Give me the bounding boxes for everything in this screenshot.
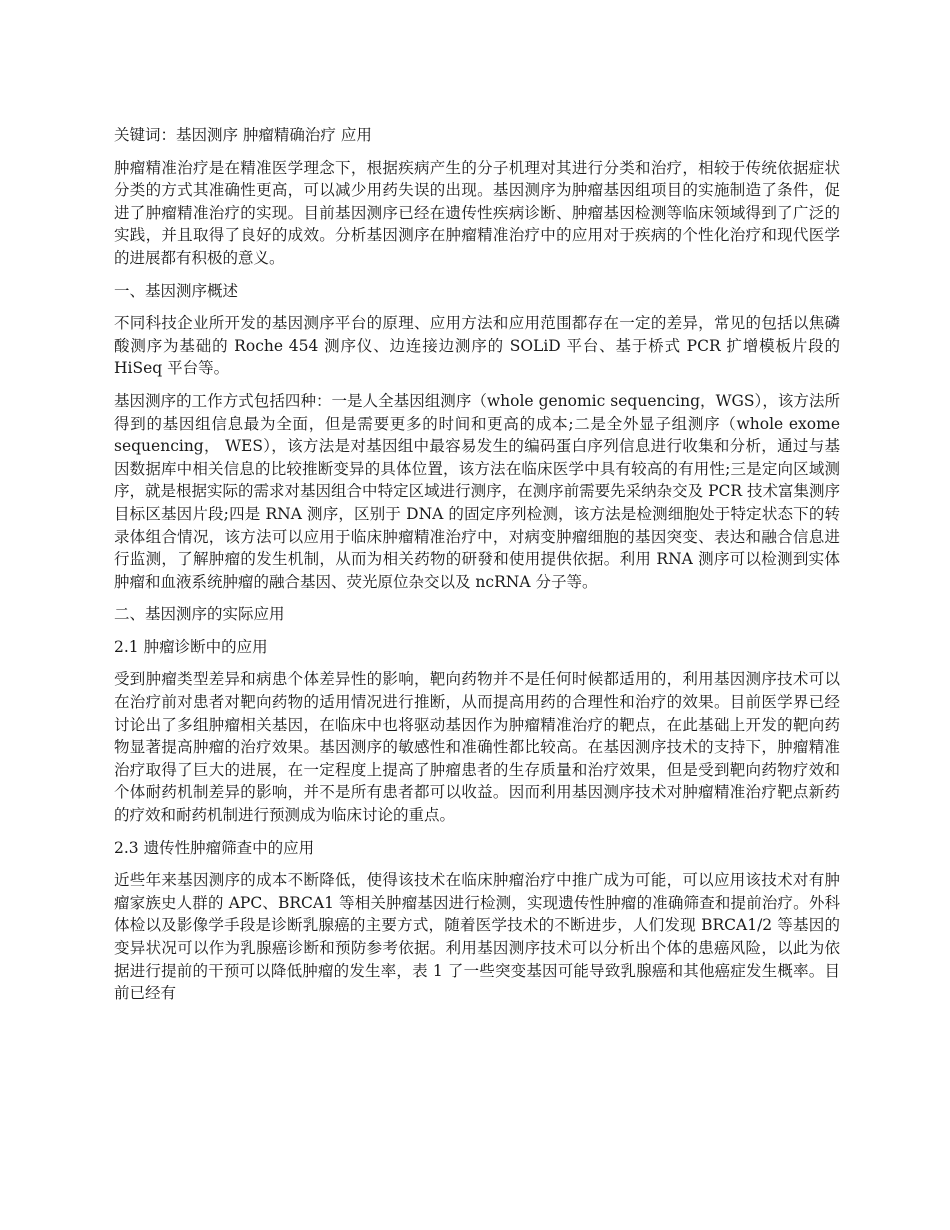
section-1-heading: 一、基因测序概述 bbox=[114, 281, 239, 300]
keywords-line: 关键词：基因测序 肿瘤精确治疗 应用 bbox=[114, 126, 372, 144]
section-2-heading: 二、基因测序的实际应用 bbox=[114, 605, 285, 624]
intro-paragraph: 肿瘤精准治疗是在精准医学理念下，根据疾病产生的分子机理对其进行分类和治疗，相较于传统依据症状分类的方式其准确性更高，可以减少用药失误的出现。基因测序为肿瘤基因组项目的实施制造了条件，促进了肿瘤精准治疗的实现。目前基因测序已经在遗传性疾病诊断、肿瘤基因检测等临床领域得到了广泛的实践，并且取得了良好的成效。分析基因测序在肿瘤精准治疗中的应用对于疾病的个性化治疗和现代医学的进展都有积极的意义。 bbox=[114, 158, 840, 267]
document-page bbox=[114, 124, 840, 1015]
section-1-paragraph-1: 不同科技企业所开发的基因测序平台的原理、应用方法和应用范围都存在一定的差异，常见的包括以焦磷酸测序为基础的 Roche 454 测序仪、边连接边测序的 SOLiD 平台、基于桥式 PCR 扩增模板片段的 HiSeq 平台等。 bbox=[114, 314, 840, 378]
subsection-2-1-heading: 2.1 肿瘤诊断中的应用 bbox=[114, 637, 268, 656]
section-1-paragraph-2: 基因测序的工作方式包括四种：一是人全基因组测序（whole genomic sequencing，WGS），该方法所得到的基因组信息最为全面，但是需要更多的时间和更高的成本;二是全外显子组测序（whole exome sequencing， WES），该方法是对基因组中最容易发生的编码蛋白序列信息进行收集和分析，通过与基因数据库中相关信息的比较推断变异的具体位置，该方法在临床医学中具有较高的有用性;三是定向区域测序，就是根据实际的需求对基因组合中特定区域进行测序，在测序前需要先采纳杂交及 PCR 技术富集测序目标区基因片段;四是 RNA 测序，区别于 DNA 的固定序列检测，该方法是检测细胞处于特定状态下的转录体组合情况，该方法可以应用于临床肿瘤精准治疗中，对病变肿瘤细胞的基因突变、表达和融合信息进行监测，了解肿瘤的发生机制，从而为相关药物的研發和使用提供依据。利用 RNA 测序可以检测到实体肿瘤和血液系统肿瘤的融合基因、荧光原位杂交以及 ncRNA 分子等。 bbox=[114, 391, 840, 591]
subsection-2-1-paragraph: 受到肿瘤类型差异和病患个体差异性的影响，靶向药物并不是任何时候都适用的，利用基因测序技术可以在治疗前对患者对靶向药物的适用情况进行推断，从而提高用药的合理性和治疗的效果。目前医学界已经讨论出了多组肿瘤相关基因，在临床中也将驱动基因作为肿瘤精准治疗的靶点，在此基础上开发的靶向药物显著提高肿瘤的治疗效果。基因测序的敏感性和准确性都比较高。在基因测序技术的支持下，肿瘤精准治疗取得了巨大的进展，在一定程度上提高了肿瘤患者的生存质量和治疗效果，但是受到靶向药物疗效和个体耐药机制差异的影响，并不是所有患者都可以收益。因而利用基因测序技术对肿瘤精准治疗靶点新药的疗效和耐药机制进行预测成为临床讨论的重点。 bbox=[114, 670, 840, 825]
subsection-2-3-heading: 2.3 遗传性肿瘤筛查中的应用 bbox=[114, 838, 315, 857]
subsection-2-3-paragraph: 近些年来基因测序的成本不断降低，使得该技术在临床肿瘤治疗中推广成为可能，可以应用该技术对有肿瘤家族史人群的 APC、BRCA1 等相关肿瘤基因进行检测，实现遗传性肿瘤的准确筛查和提前治疗。外科体检以及影像学手段是诊断乳腺癌的主要方式，随着医学技术的不断进步，人们发现 BRCA1/2 等基因的变异状况可以作为乳腺癌诊断和预防参考依据。利用基因测序技术可以分析出个体的患癌风险，以此为依据进行提前的干预可以降低肿瘤的发生率，表 1 了一些突变基因可能导致乳腺癌和其他癌症发生概率。目前已经有 bbox=[114, 871, 840, 1003]
